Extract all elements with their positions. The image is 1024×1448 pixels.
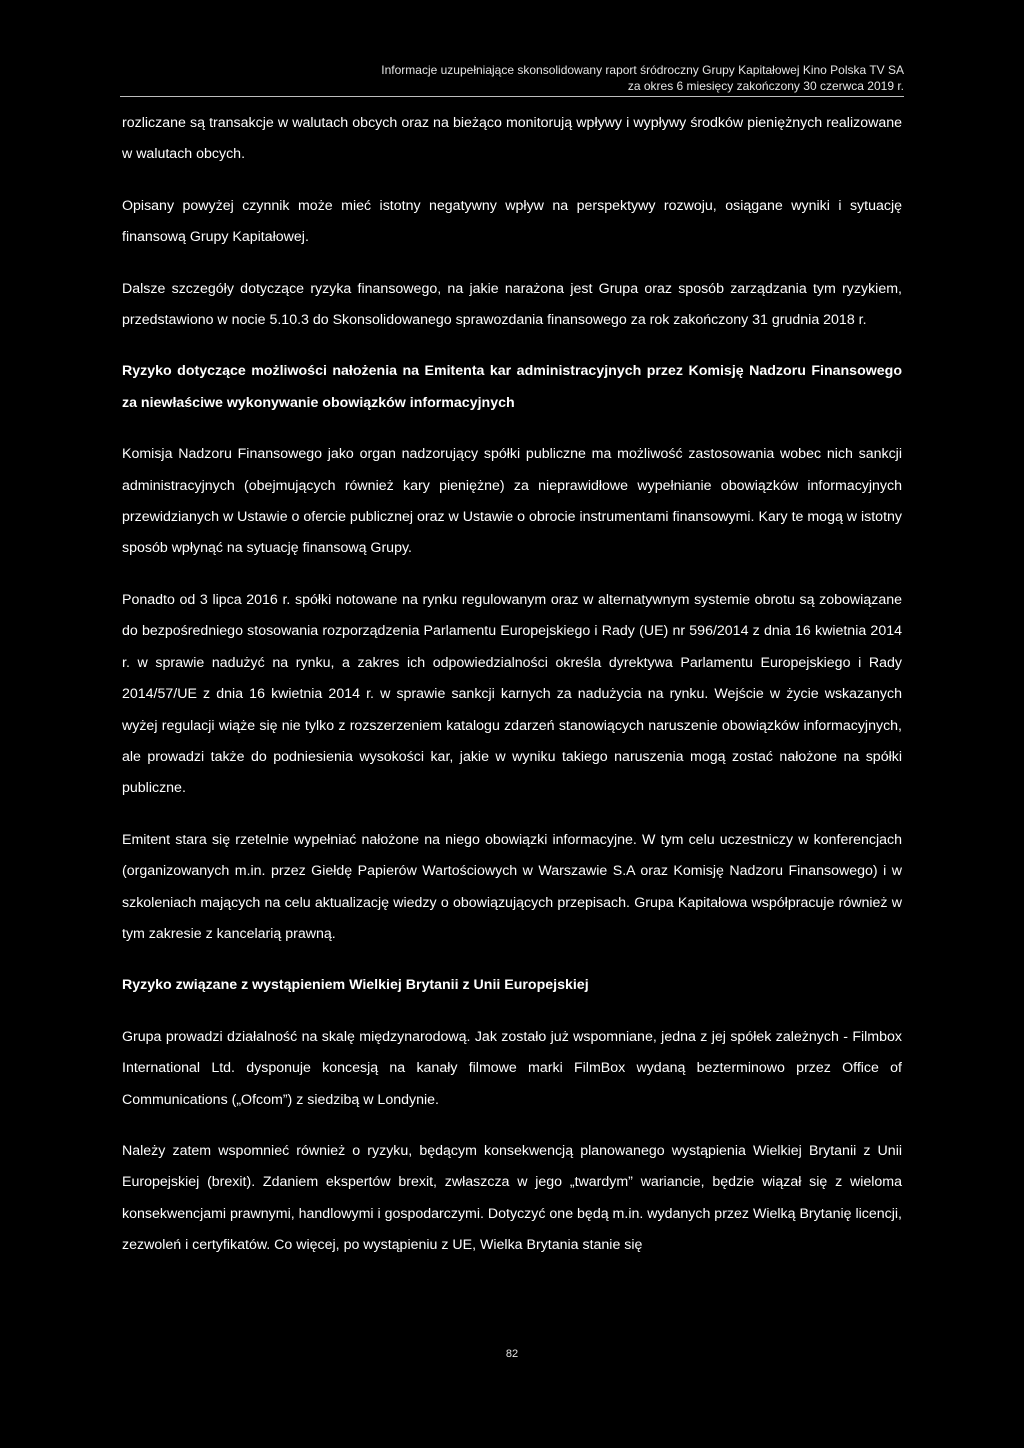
paragraph-currency-transactions: rozliczane są transakcje w walutach obcych oraz na bieżąco monitorują wpływy i wypływy środków pieniężnych realizowane w walutach obcych.: [122, 115, 902, 163]
page-header: [120, 62, 904, 94]
header-report-title: Informacje uzupełniające skonsolidowany raport śródroczny Grupy Kapitałowej Kino Polska TV SA: [381, 63, 904, 77]
section-heading-brexit-risk: Ryzyko związane z wystąpieniem Wielkiej Brytanii z Unii Europejskiej: [122, 977, 589, 994]
paragraph-mar-regulation: Ponadto od 3 lipca 2016 r. spółki notowane na rynku regulowanym oraz w alternatywnym systemie obrotu są zobowiązane do bezpośredniego stosowania rozporządzenia Parlamentu Europejskiego i Rady (UE) nr 596/2014 z dnia 16 kwietnia 2014 r. w sprawie nadużyć na rynku, a zakres ich odpowiedzialności określa dyrektywa Parlamentu Europejskiego i Rady 2014/57/UE z dnia 16 kwietnia 2014 r. w sprawie sankcji karnych za nadużycia na rynku. Wejście w życie wskazanych wyżej regulacji wiąże się nie tylko z rozszerzeniem katalogu zdarzeń stanowiących naruszenie obowiązków informacyjnych, ale prowadzi także do podniesienia wysokości kar, jakie w wyniku takiego naruszenia mogą zostać nałożone na spółki publiczne.: [122, 591, 902, 797]
page-number: 82: [505, 1348, 519, 1360]
paragraph-international-activity: Grupa prowadzi działalność na skalę międzynarodową. Jak zostało już wspomniane, jedna z jej spółek zależnych - Filmbox International Ltd. dysponuje koncesją na kanały filmowe marki FilmBox wydaną bezterminowo przez Office of Communications („Ofcom”) z siedzibą w Londynie.: [122, 1028, 902, 1108]
paragraph-financial-risk-note: Dalsze szczegóły dotyczące ryzyka finansowego, na jakie narażona jest Grupa oraz sposób zarządzania tym ryzykiem, przedstawiono w nocie 5.10.3 do Skonsolidowanego sprawozdania finansowego za rok zakończony 31 grudnia 2018 r.: [122, 280, 902, 329]
document-body: [122, 108, 902, 1282]
paragraph-issuer-compliance: Emitent stara się rzetelnie wypełniać nałożone na niego obowiązki informacyjne. W tym celu uczestniczy w konferencjach (organizowanych m.in. przez Giełdę Papierów Wartościowych w Warszawie S.A oraz Komisję Nadzoru Finansowego) i w szkoleniach mających na celu aktualizację wiedzy o obowiązujących przepisach. Grupa Kapitałowa współpracuje również w tym zakresie z kancelarią prawną.: [122, 831, 902, 942]
header-divider: [120, 96, 904, 97]
paragraph-brexit-consequences: Należy zatem wspomnieć również o ryzyku, będącym konsekwencją planowanego wystąpienia Wielkiej Brytanii z Unii Europejskiej (brexit). Zdaniem ekspertów brexit, zwłaszcza w jego „twardym” wariancie, będzie wiązał się z wieloma konsekwencjami prawnymi, handlowymi i gospodarczymi. Dotyczyć one będą m.in. wydanych przez Wielką Brytanię licencji, zezwoleń i certyfikatów. Co więcej, po wystąpieniu z UE, Wielka Brytania stanie się: [122, 1142, 902, 1254]
header-report-period: za okres 6 miesięcy zakończony 30 czerwca 2019 r.: [627, 79, 904, 93]
section-heading-knf-risk: Ryzyko dotyczące możliwości nałożenia na Emitenta kar administracyjnych przez Komisję Nadzoru Finansowego za niewłaściwe wykonywanie obowiązków informacyjnych: [122, 363, 902, 411]
paragraph-impact-summary: Opisany powyżej czynnik może mieć istotny negatywny wpływ na perspektywy rozwoju, osiągane wyniki i sytuację finansową Grupy Kapitałowej.: [122, 197, 902, 246]
paragraph-knf-sanctions: Komisja Nadzoru Finansowego jako organ nadzorujący spółki publiczne ma możliwość zastosowania wobec nich sankcji administracyjnych (obejmujących również kary pieniężne) za nieprawidłowe wypełnianie obowiązków informacyjnych przewidzianych w Ustawie o ofercie publicznej oraz w Ustawie o obrocie instrumentami finansowymi. Kary te mogą w istotny sposób wpłynąć na sytuację finansową Grupy.: [122, 446, 902, 557]
